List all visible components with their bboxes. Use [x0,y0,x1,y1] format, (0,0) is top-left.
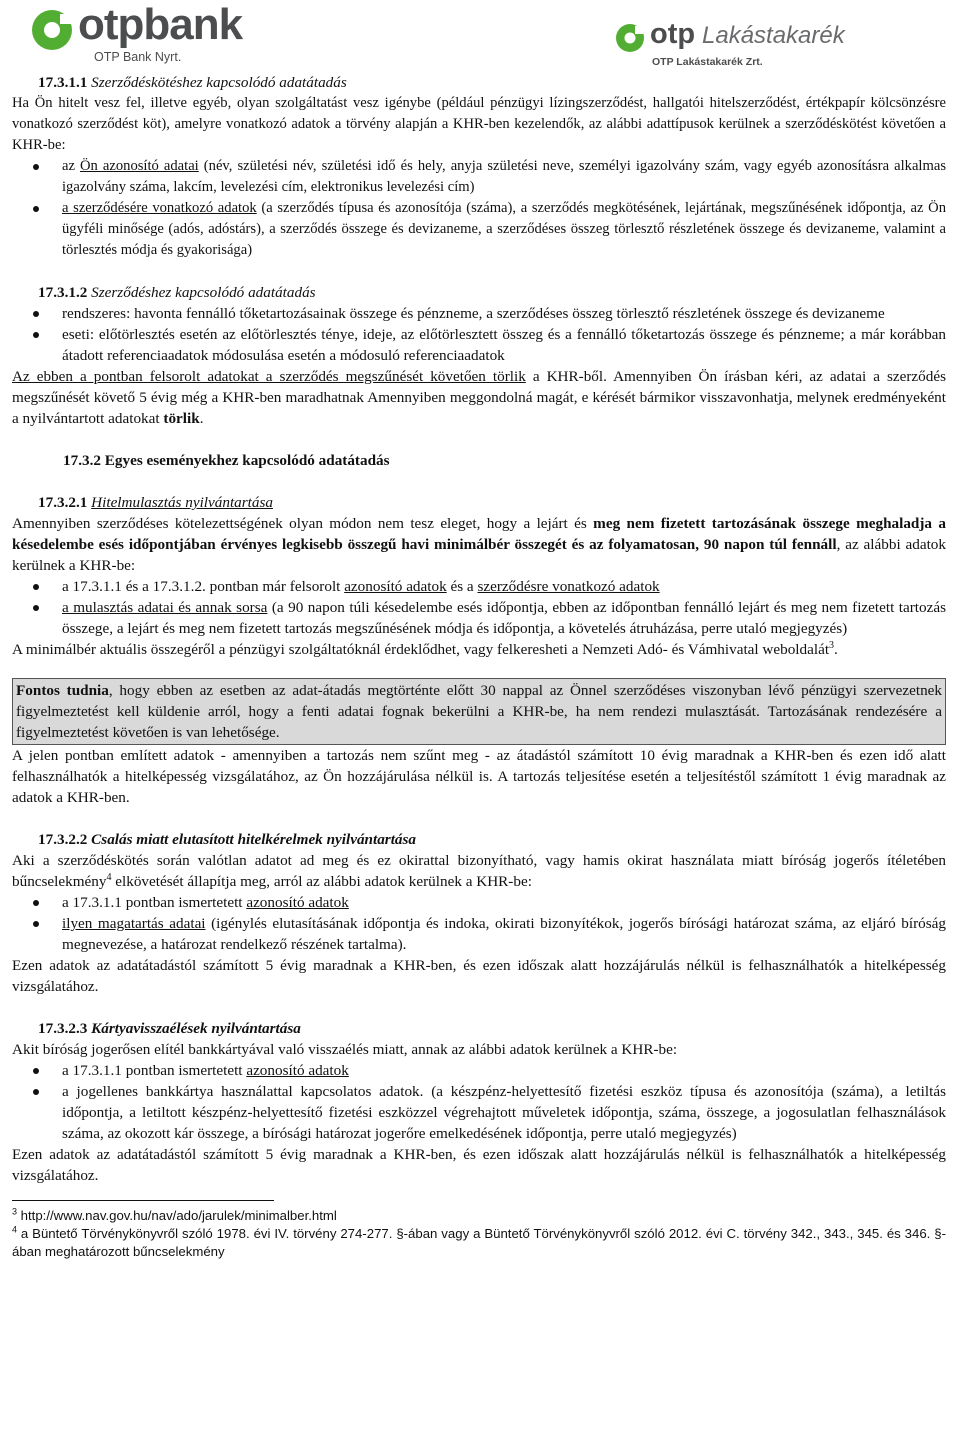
section-heading-17-3-2: 17.3.2 Egyes eseményekhez kapcsolódó adatátadás [63,452,390,469]
paragraph: A jelen pontban említett adatok - amennyiben a tartozás nem szűnt meg - az átadástól számított 10 évig maradnak a KHR-ben és ezen idő alatt felhasználhatók a hitelképesség vizsgálatához, az Ön hozzájárulása nélkül is. A tartozás teljesítése esetén a teljesítéstől számított 1 évig maradnak az adatok a KHR-ben. [12,747,946,806]
section-number: 17.3.2.2 [38,831,88,848]
section-heading-17-3-2-3 [12,1018,946,1039]
section-title: Kártyavisszaélések nyilvántartása [91,1020,301,1037]
text: , az alábbi adatok kerülnek a KHR-be: [12,536,946,574]
section-title: Csalás miatt elutasított hitelkérelmek nyilvántartása [91,831,417,848]
otp-lakastakarek-logo-text-1: otp [650,18,696,50]
bullet-list [12,576,946,639]
footnote-number: 4 [12,1224,18,1235]
section-number: 17.3.1.1 [38,74,88,91]
section-title: Hitelmulasztás nyilvántartása [91,494,273,511]
footnote-ref: 4 [106,871,112,883]
paragraph [12,850,946,892]
list-item: eseti: előtörlesztés esetén az előtörlesztés ténye, ideje, az előtörlesztett összeg és a fennálló tőketartozás összege és pénzneme; a már korábban átadott referenciaadatok módosulása esetén a módosuló referenciaadatok [12,324,946,366]
text: Amennyiben szerződéses kötelezettségének olyan módon nem tesz eleget, hogy a lejárt és [12,515,594,532]
text: Aki a szerződéskötés során valótlan adatot ad meg és ez okirattal bizonyítható, vagy hamis okirat használata miatt bíróság jogerős ítéletében bűncselekmény [12,852,946,890]
text: a 17.3.1.1 pontban ismertetett [62,1062,247,1079]
footnote-text: a Büntető Törvénykönyvről szóló 1978. évi IV. törvény 274-277. §-ában vagy a Büntető Törvénykönyvről szóló 2012. évi C. törvény 342., 343., 345. és 346. §-ában meghatározott bűncselekmény [12,1226,946,1259]
underlined-text: a szerződésére vonatkozó adatok [62,200,257,216]
otp-lakastakarek-logo-subtitle: OTP Lakástakarék Zrt. [652,56,763,68]
bullet-list [12,303,946,366]
notice-text [16,680,942,743]
section-title: Szerződéskötéshez kapcsolódó adatátadás [91,74,347,91]
section-number: 17.3.1.2 [38,284,88,301]
underlined-text: ilyen magatartás adatai [62,915,206,932]
list-item [12,1060,946,1081]
text: (igénylés elutasításának időpontja és indoka, okirati bizonyítékok, jogerős bírósági határozat száma, az eljáró bíróság megnevezése, a határozat rendelkező részének tartalma). [62,915,947,953]
paragraph: Akit bíróság jogerősen elítél bankkártyával való visszaélés miatt, annak az alábbi adatok kerülnek a KHR-be: [12,1041,678,1058]
text: . [834,641,838,658]
list-item [12,156,946,198]
otpbank-logo-text: otpbank [78,0,243,49]
text: . [199,410,204,427]
bold-text: meg nem fizetett tartozásának összege meghaladja a késedelembe esés időpontjában érvényes legkisebb összegű havi minimálbér összegét és az folyamatosan, 90 napon túl fennáll [12,515,946,553]
paragraph: Ezen adatok az adatátadástól számított 5 évig maradnak a KHR-ben, és ezen időszak alatt hozzájárulás nélkül is felhasználhatók a hitelképesség vizsgálatához. [12,1146,946,1184]
bullet-list [12,156,946,261]
underlined-text: Ön azonosító adatai [80,158,199,174]
list-item [12,198,946,261]
otpbank-logo [30,0,300,68]
otp-lakastakarek-logo-text-2: Lakástakarék [702,22,845,49]
footnote-separator [12,1200,274,1201]
section-heading-17-3-2-2 [12,829,946,850]
bullet-list [12,892,946,955]
section-heading-17-3-2-1 [12,492,946,513]
section-heading-17-3-1-2 [12,282,946,303]
paragraph [12,639,946,660]
text: az [62,158,81,174]
otp-lakastakarek-logo [612,20,942,72]
underlined-text: Az ebben a pontban felsorolt adatokat a szerződés megszűnését követően törlik [12,368,526,385]
otp-lakastakarek-logo-icon [614,22,646,54]
underlined-text: a mulasztás adatai és annak sorsa [62,599,268,616]
underlined-text: azonosító adatok [246,1062,349,1079]
section-title: Szerződéshez kapcsolódó adatátadás [91,284,316,301]
list-item [12,576,946,597]
section-heading-17-3-1-1 [12,72,946,93]
text: a 17.3.1.1 pontban ismertetett [62,894,247,911]
text: , hogy ebben az esetben az adat-átadás megtörténte előtt 30 nappal az Önnel szerződéses viszonyban lévő pénzügyi szervezetnek figyelmeztetést kell küldenie arról, hogy a fenti adatai fognak bekerülni a KHR-be, ha nem rendezi mulasztását. Tartozásának rendezésére a figyelmeztetést követően is van lehetősége. [16,682,942,741]
important-notice-box [12,678,946,745]
list-item: rendszeres: havonta fennálló tőketartozásainak összege és pénzneme, a szerződéses összeg törlesztő részletének összege és devizaneme [12,303,946,324]
paragraph [12,513,946,576]
text: a KHR-ből. Amennyiben Ön írásban kéri, az adatai a szerződés megszűnését követő 5 évig még a KHR-ben maradhatnak Amennyiben meggondolná magát, e kérését bármikor visszavonhatja, melynek eredményeként a nyilvántartott adatokat [12,368,946,427]
list-item [12,597,946,639]
document-body [12,72,946,1261]
underlined-text: azonosító adatok [344,578,447,595]
page-header [0,0,960,72]
footnote-text: http://www.nav.gov.hu/nav/ado/jarulek/minimalber.html [17,1208,337,1223]
list-item [12,892,946,913]
text: (a 90 napon túli késedelembe esés időpontja, ebben az időpontban fennálló lejárt és meg nem fizetett tartozás összege, a lejárt és meg nem fizetett tartozás megszűnésének módja és időpontja, a követelés átruházása, perre utaló megjegyzés) [62,599,947,637]
text: (a szerződés típusa és azonosítója (száma), a szerződés megkötésének, lejártának, megszűnésének időpontja, az Ön ügyféli minősége (adós, adóstárs), a szerződés összege és devizaneme, a szerződéses összeg törlesztő részletének összege és devizaneme, valamint a törlesztés módja és gyakorisága) [62,200,946,258]
paragraph: Ezen adatok az adatátadástól számított 5 évig maradnak a KHR-ben, és ezen időszak alatt hozzájárulás nélkül is felhasználhatók a hitelképesség vizsgálatához. [12,957,946,995]
bold-text: Fontos tudnia [16,682,109,699]
text: a 17.3.1.1 és a 17.3.1.2. pontban már felsorolt [62,578,345,595]
text: elkövetését állapítja meg, arról az alábbi adatok kerülnek a KHR-be: [111,873,532,890]
text: (név, születési név, születési idő és hely, anyja születési neve, személyi igazolvány szám, vagy egyéb azonosításra alkalmas igazolvány száma, lakcím, levelezési cím, elektronikus levelezési cím) [62,158,946,195]
footnote-number: 3 [12,1206,18,1217]
footnote-4 [12,1225,946,1261]
section-number: 17.3.2.1 [38,494,88,511]
section-number: 17.3.2.3 [38,1020,88,1037]
list-item: a jogellenes bankkártya használattal kapcsolatos adatok. (a készpénz-helyettesítő fizetési eszköz típusa és azonosítója (száma), a letiltás időpontja, a letiltott készpénz-helyettesítő fizetési eszközzel végrehajtott műveletek időpontja, száma, összege, a jogosulatlan felhasználások száma, az okozott kár összege, a bírósági határozat jogerőre emelkedésének időpontja, perre utaló megjegyzés) [12,1081,946,1144]
underlined-text: szerződésre vonatkozó adatok [477,578,660,595]
paragraph [12,366,946,429]
bullet-list [12,1060,946,1144]
bold-text: törlik [163,410,200,427]
footnote-ref: 3 [829,639,835,651]
paragraph: Ha Ön hitelt vesz fel, illetve egyéb, olyan szolgáltatást vesz igénybe (például pénzügyi lízingszerződést, hallgatói hitelszerződést, értékpapír kölcsönzésre vonatkozó szerződést köt), amelyre vonatkozó adatok a törvény alapján a KHR-ben kezelendők, az alábbi adattípusok kerülnek a szerződéskötést követően a KHR-be: [12,95,946,153]
list-item [12,913,946,955]
footnote-3 [12,1207,946,1225]
text: és a [446,578,478,595]
underlined-text: azonosító adatok [246,894,349,911]
text: A minimálbér aktuális összegéről a pénzügyi szolgáltatóknál érdeklődhet, vagy felkeresheti a Nemzeti Adó- és Vámhivatal weboldalát [12,641,830,658]
otpbank-logo-subtitle: OTP Bank Nyrt. [94,50,182,64]
